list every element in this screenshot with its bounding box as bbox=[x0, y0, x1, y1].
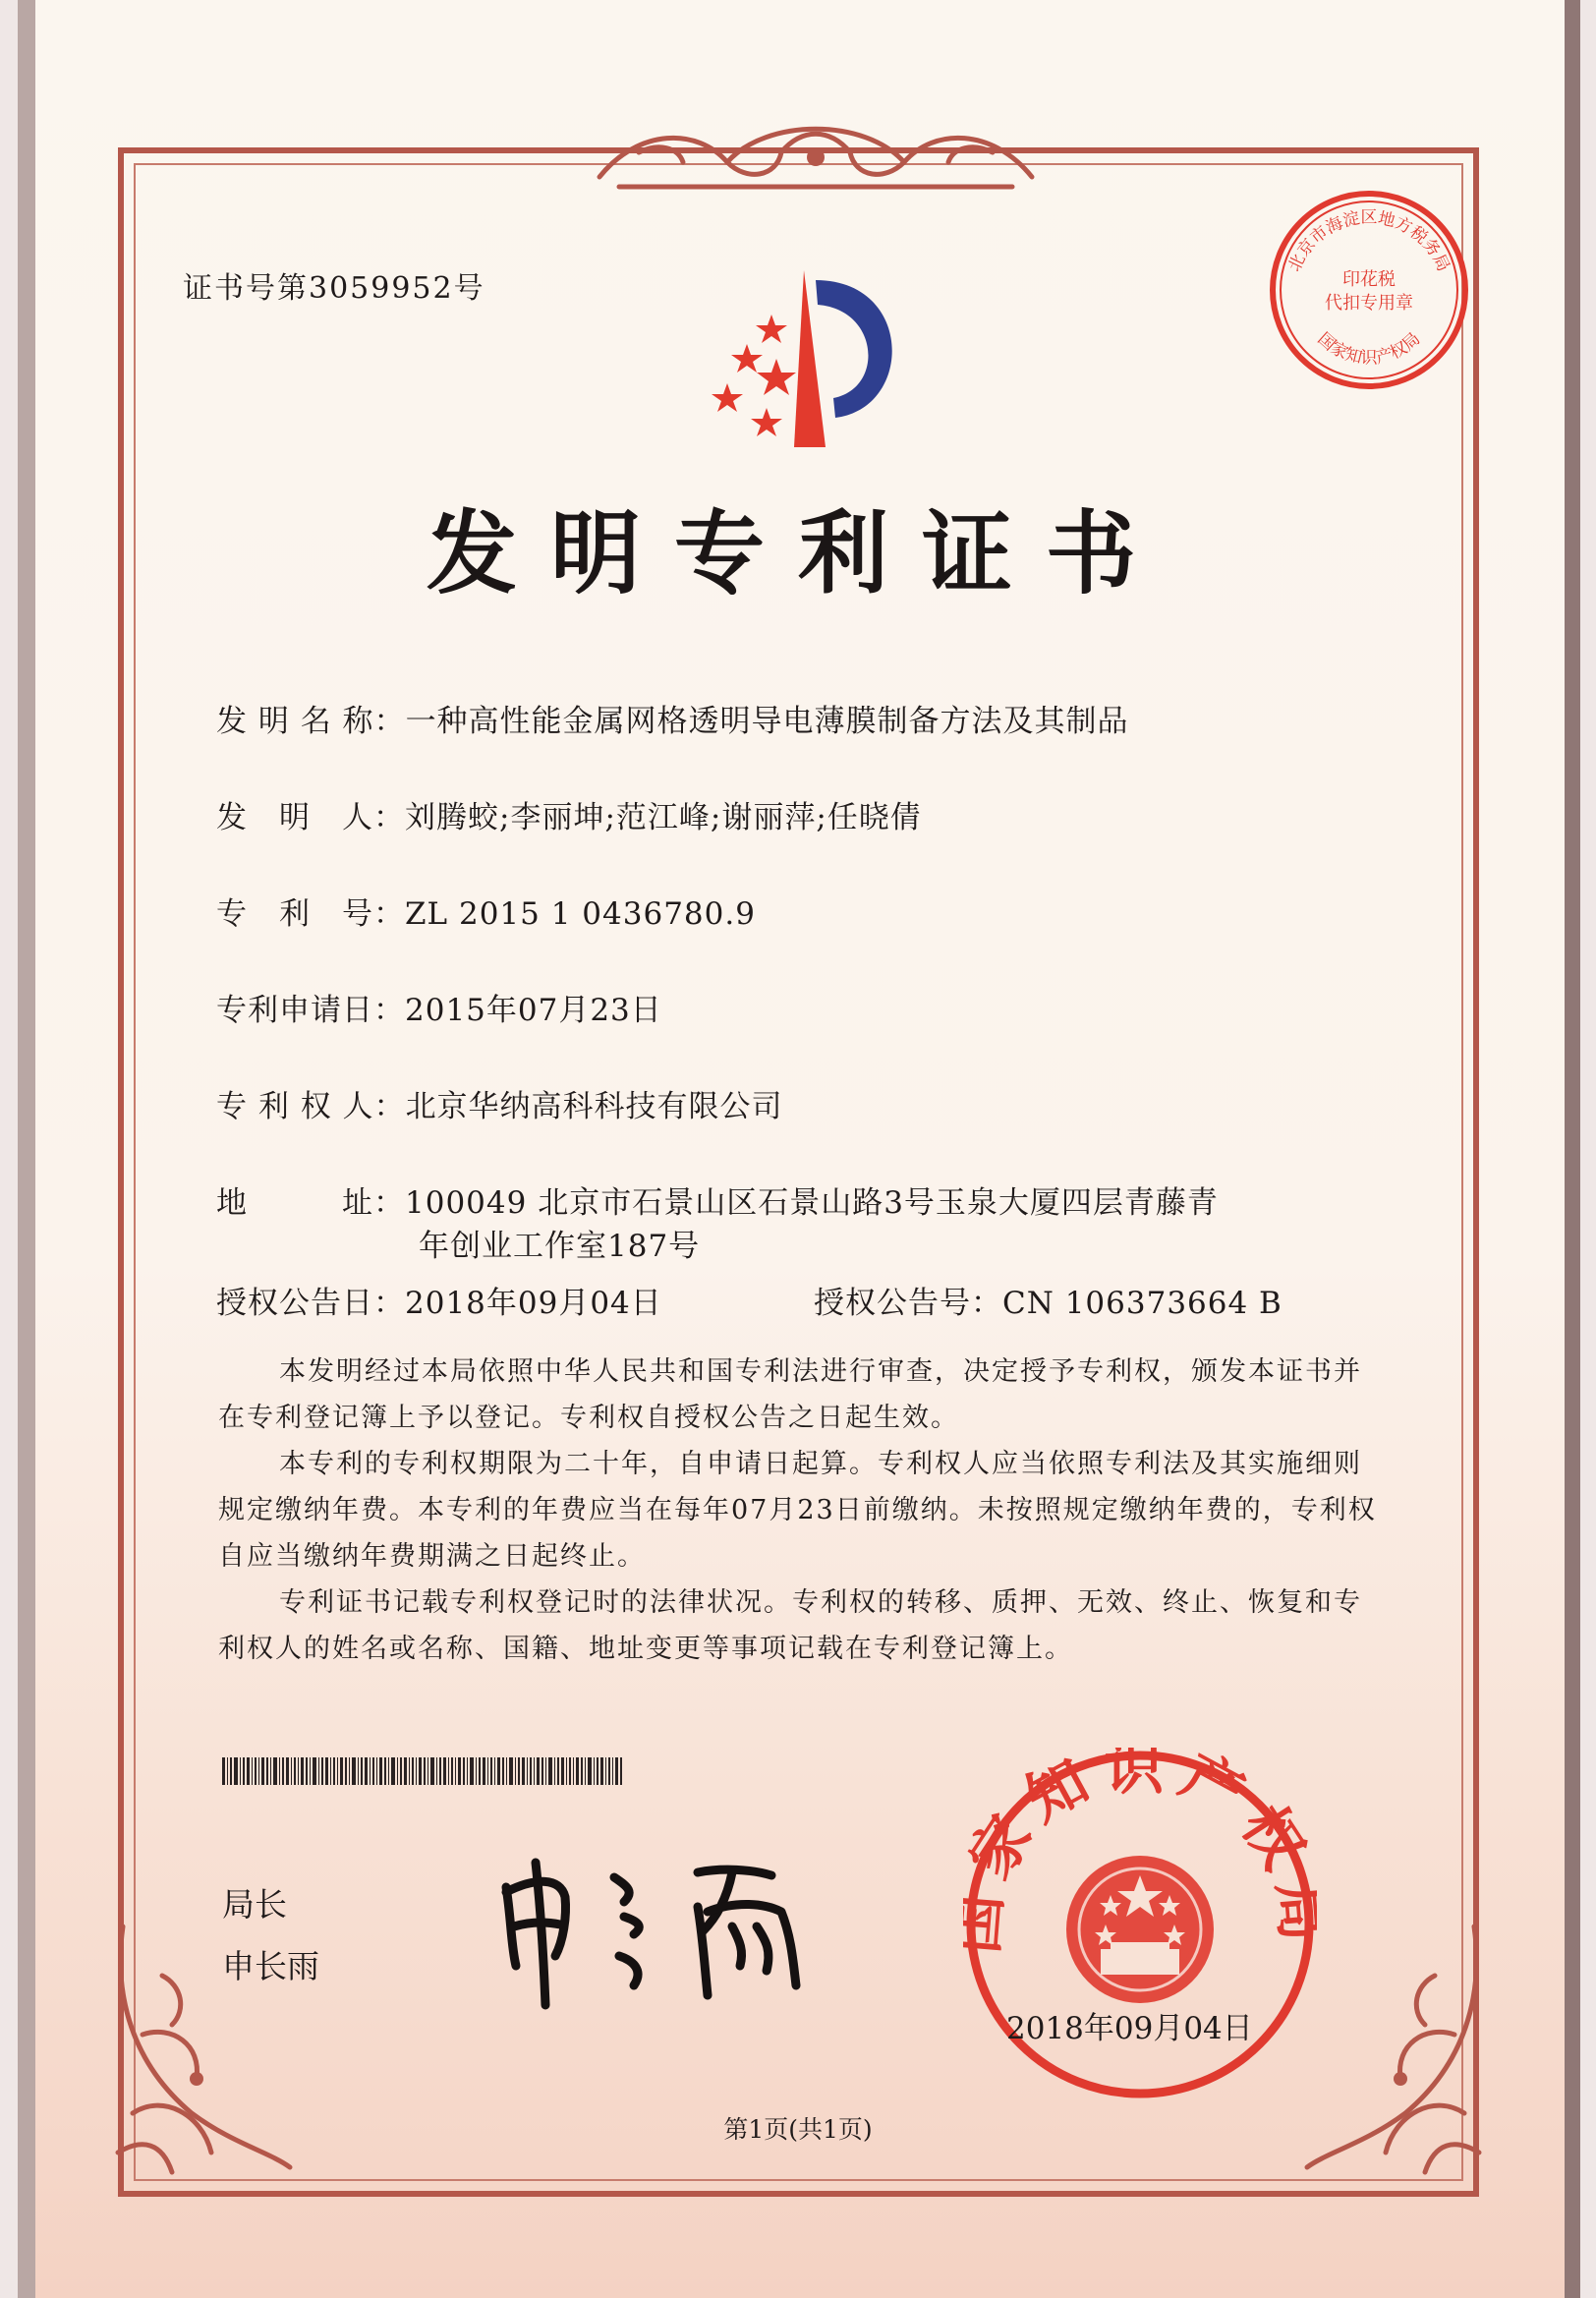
field-inventors bbox=[216, 792, 922, 836]
star-icon bbox=[757, 359, 796, 395]
field-grant-number bbox=[814, 1278, 1282, 1322]
field-label: 授权公告号： bbox=[814, 1286, 1002, 1321]
national-emblem bbox=[1066, 1856, 1214, 2003]
certificate-number: 证书号第3059952号 bbox=[183, 271, 485, 306]
page-number: 第1页(共1页) bbox=[723, 2115, 873, 2144]
director-title: 局长 bbox=[222, 1885, 287, 1924]
field-value: ZL 2015 1 0436780.9 bbox=[405, 896, 756, 932]
star-icon bbox=[731, 344, 763, 373]
field-value: 一种高性能金属网格透明导电薄膜制备方法及其制品 bbox=[405, 704, 1129, 739]
star-icon bbox=[756, 315, 787, 343]
barcode bbox=[222, 1757, 625, 1785]
svg-text:国家知识产权局 bbox=[1314, 329, 1425, 369]
field-address-line2: 年创业工作室187号 bbox=[419, 1229, 701, 1264]
certificate-title: 发明专利证书 bbox=[426, 501, 1169, 606]
office-seal-ring-text: 家知识产权 bbox=[963, 1748, 1317, 1891]
field-value: 北京华纳高科科技有限公司 bbox=[405, 1089, 783, 1124]
field-application-date bbox=[216, 985, 662, 1029]
legal-text bbox=[218, 1349, 1388, 1672]
field-label: 专 利 权 人： bbox=[216, 1089, 406, 1124]
field-patentee bbox=[216, 1081, 783, 1125]
field-label: 发 明 名 称： bbox=[216, 704, 406, 739]
field-grant-date bbox=[216, 1278, 662, 1322]
tax-seal-bottom-text: 国家知识产权局 bbox=[1313, 328, 1425, 369]
tax-seal-center-text-1: 印花税 bbox=[1342, 269, 1396, 290]
stamp-tax-seal bbox=[1266, 187, 1472, 393]
director-signature bbox=[486, 1848, 830, 2015]
field-label: 发 明 人： bbox=[216, 800, 405, 835]
director-name: 申长雨 bbox=[222, 1947, 319, 1985]
field-value: CN 106373664 B bbox=[1002, 1286, 1282, 1321]
paragraph: 本发明经过本局依照中华人民共和国专利法进行审查，决定授予专利权，颁发本证书并在专利登记簿上予以登记。专利权自授权公告之日起生效。 bbox=[218, 1356, 1362, 1433]
field-address bbox=[216, 1178, 1219, 1222]
field-value: 100049 北京市石景山区石景山路3号玉泉大厦四层青藤青 bbox=[405, 1185, 1219, 1221]
field-label: 授权公告日： bbox=[216, 1286, 405, 1321]
paragraph: 本专利的专利权期限为二十年，自申请日起算。专利权人应当依照专利法及其实施细则规定缴纳年费。本专利的年费应当在每年07月23日前缴纳。未按照规定缴纳年费的，专利权自应当缴纳年费期满之日起终止。 bbox=[218, 1449, 1377, 1572]
svg-text:北京市海淀区地方税务局 bbox=[1284, 208, 1453, 275]
field-value: 2015年07月23日 bbox=[405, 993, 662, 1028]
star-icon bbox=[712, 383, 743, 412]
top-ornament bbox=[580, 108, 1052, 197]
paper-edge-left bbox=[18, 0, 35, 2298]
paragraph: 专利证书记载专利权登记时的法律状况。专利权的转移、质押、无效、终止、恢复和专利权人的姓名或名称、国籍、地址变更等事项记载在专利登记簿上。 bbox=[218, 1587, 1362, 1664]
seal-date: 2018年09月04日 bbox=[1006, 2011, 1253, 2046]
tax-seal-ring-text: 北京市海淀区地方税务局 bbox=[1284, 207, 1454, 275]
star-icon bbox=[751, 408, 782, 436]
paper-edge-right bbox=[1565, 0, 1580, 2298]
patent-office-logo bbox=[688, 260, 943, 462]
field-invention-name bbox=[216, 696, 1129, 740]
field-patent-number bbox=[216, 889, 756, 933]
office-seal bbox=[963, 1748, 1317, 2101]
field-label: 专 利 号： bbox=[216, 896, 405, 932]
field-value: 2018年09月04日 bbox=[405, 1286, 662, 1321]
tax-seal-center-text-2: 代扣专用章 bbox=[1325, 293, 1413, 314]
field-label: 专利申请日： bbox=[216, 993, 405, 1028]
field-value: 刘腾蛟;李丽坤;范江峰;谢丽萍;任晓倩 bbox=[405, 800, 922, 835]
field-label: 地 址： bbox=[216, 1185, 405, 1221]
